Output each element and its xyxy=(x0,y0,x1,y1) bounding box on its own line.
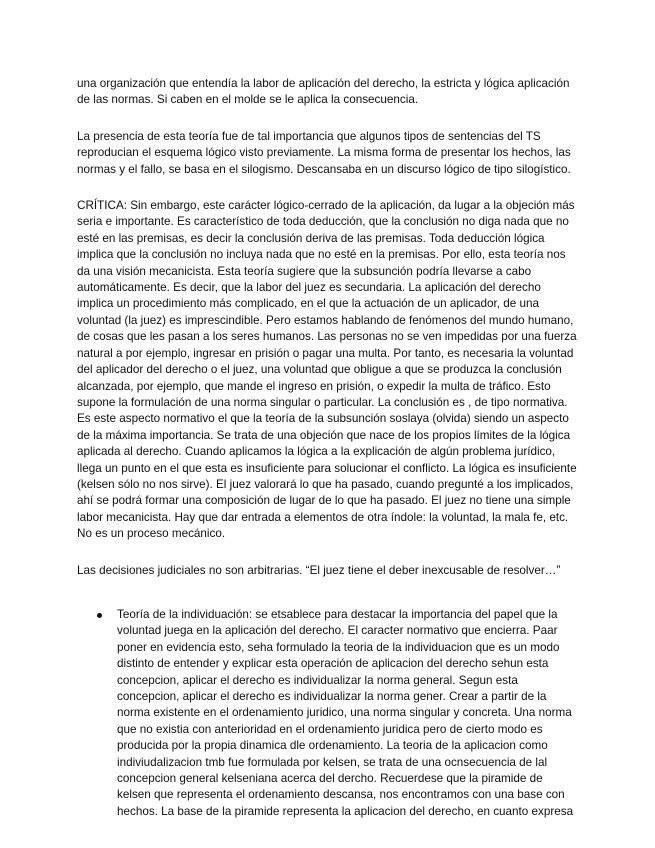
list-item xyxy=(117,607,577,820)
paragraph-intro: una organización que entendía la labor de aplicación del derecho, la estricta y lógica aplicación de las normas. Si caben en el molde se le aplica la consecuencia. xyxy=(77,77,570,107)
bullet-text-individuacion: Teoría de la individuación: se etsablece para destacar la importancia del papel que la voluntad juega en la aplicación del derecho. El caracter normativo que encierra. Paar poner en evidencia esto, seha formulado la teoria de la individuacion que es un modo distinto de entender y explicar esta operación de aplicacion del derecho sehun esta concepcion, aplicar el derecho es individualizar la norma general. Segun esta concepcion, aplicar el derecho es individualizar la norma gener. Crear a partir de la norma existente en el ordenamiento juridico, una norma singular y concreta. Una norma que no existia con anterioridad en el ordenamiento juridica pero de cierto modo es producida por la propia dinamica dle ordenamiento. La teoria de la aplicacion como indiviudalizacion tmb fue formulada por kelsen, se trata de una ocnsecuencia de lal concepcion general kelseniana acerca del dercho. Recuerdese que la piramide de kelsen que representa el ordenamiento descansa, nos encontramos con una base con hechos. La base de la piramide representa la aplicacion del derecho, en cuanto expresa xyxy=(117,607,574,818)
bullet-list xyxy=(77,607,577,820)
paragraph-silogismo: La presencia de esta teoría fue de tal importancia que algunos tipos de sentencias del TS reproducian el esquema lógico visto previamente. La misma forma de presentar los hechos, las normas y el fallo, se basa en el silogismo. Descansaba en un discurso lógico de tipo silogístico. xyxy=(77,129,571,176)
paragraph-decisiones: Las decisiones judiciales no son arbitrarias. “El juez tiene el deber inexcusable de resolver…” xyxy=(77,563,561,577)
bullet-dot-icon xyxy=(97,613,102,618)
paragraph-critica: CRÍTICA: Sin embargo, este carácter lógico-cerrado de la aplicación, da lugar a la objeción más seria e importante. Es característico de toda deducción, que la conclusión no diga nada que no esté en las premisas, es decir la conclusión deriva de las premisas. Toda deducción lógica implica que la conclusión no incluya nada que no esté en la premisas. Por ello, esta teoría nos da una visión mecanicista. Esta teoría sugiere que la subsunción podría llevarse a cabo automáticamente. Es decir, que la labor del juez es secundaria. La aplicación del derecho implica un procedimiento más complicado, en el que la actuación de un aplicador, de una voluntad (la juez) es imprescindible. Pero estamos hablando de fenómenos del mundo humano, de cosas que les pasan a los seres humanos. Las personas no se ven impedidas por una fuerza natural a por ejemplo, ingresar en prisión o pagar una multa. Por tanto, es necesaria la voluntad del aplicador del derecho o el juez, una voluntad que obligue a que se produzca la conclusión alcanzada, por ejemplo, que mande el ingreso en prisión, o expedir la multa de tráfico. Esto supone la formulación de una norma singular o particular. La conclusión es , de tipo normativa. Es este aspecto normativo el que la teoría de la subsunción soslaya (olvida) siendo un aspecto de la máxima importancia. Se trata de una objeción que nace de los propios límites de la lógica aplicada al derecho. Cuando aplicamos la lógica a la explicación de algún problema jurídico, llega un punto en el que esta es insuficiente para solucionar el conflicto. La lógica es insuficiente (kelsen sólo no nos sirve). El juez valorará lo que ha pasado, cuando pregunté a los implicados, ahí se podrá formar una composición de lugar de lo que ha pasado. El juez no tiene una simple labor mecanicista. Hay que dar entrada a elementos de otra índole: la voluntad, la mala fe, etc. No es un proceso mecánico. xyxy=(77,199,577,541)
